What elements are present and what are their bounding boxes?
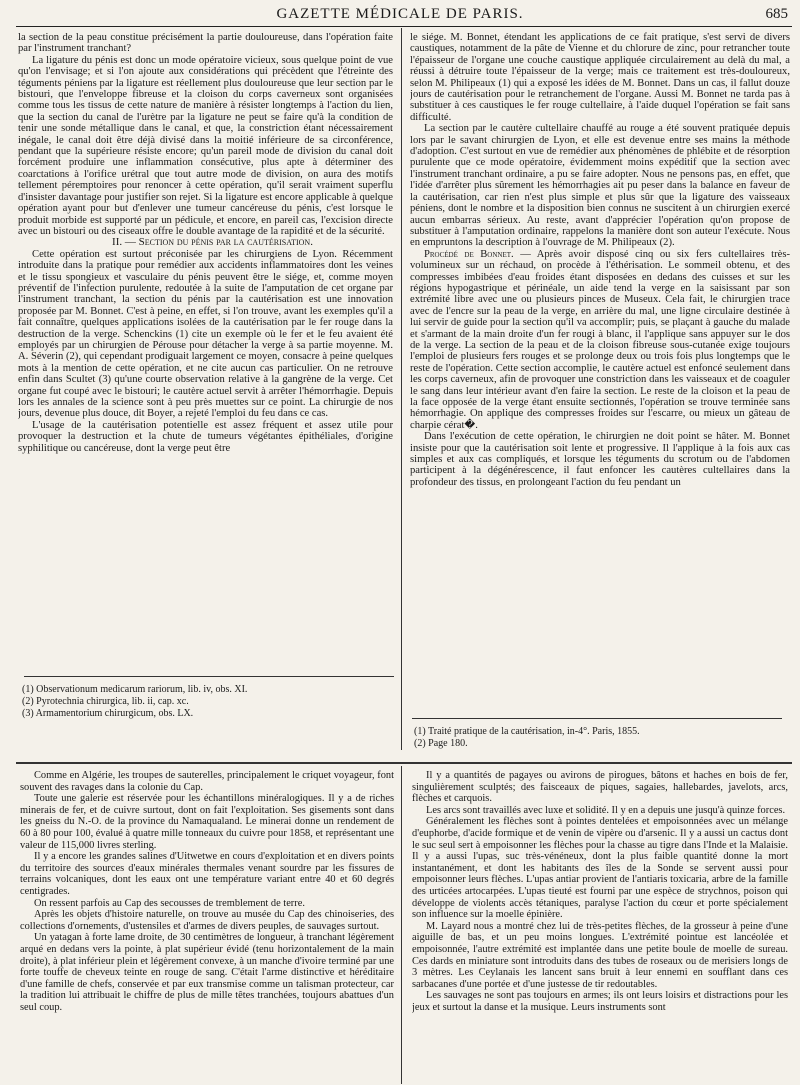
left-column bbox=[18, 32, 393, 660]
paragraph: Cette opération est surtout préconisée par les chirurgiens de Lyon. Récemment introduite dans la pratique pour remédier aux accidents inflammatoires dont les veines et le tissu spongieux et vasculaire du pénis peuvent être le siége, et, comme moyen préventif de l'infection purulente, redoutée à la suite de l'amputation de cet organe par l'instrument tranchant, la section du pénis par la cautérisation est une innovation proposée par M. Bonnet. C'est à peine, en effet, si l'on trouve, avant les exemples qu'il a fait connaître, quelques applications isolées de la cautérisation par le fer rouge dans la destruction de la verge. Schenckins (1) cite un exemple où le fer et le feu avaient été employés par un chirurgien de Pérouse pour détacher la verge à sa partie moyenne. M. A. Séverin (2), qui cependant prodiguait largement ce moyen, consacre à peine quelques mots à la mention de cette opération, et ne cite aucun cas particulier. On ne retrouve enfin dans Scultet (3) qu'une courte observation relative à la gangrène de la verge. Cet organe fut coupé avec le bistouri; le cautère actuel servit à arrêter l'hémorrhagie. Depuis lors les annales de la science sont à peu près muettes sur ce point. La chirurgie de nos jours, devenue plus douce, dit Boyer, a rejeté l'emploi du feu dans ce cas. bbox=[18, 248, 393, 420]
paragraph: le siége. M. Bonnet, étendant les applications de ce fait pratique, s'est servi de divers caustiques, notamment de la pâte de Vienne et du chlorure de zinc, pour retrancher toute l'épaisseur de l'organe une couche caustique appliquée circulairement au delà du mal, a réussi à détruire toute l'épaisseur de la verge; mais ce traitement est très-douloureux, selon M. Philipeaux (1) qui a exposé les idées de M. Bonnet. Dans un cas, il fallut douze jours de cautérisation pour le retranchement de l'organe. Aussi M. Bonnet ne tarda pas à substituer à ces caustiques le fer rouge cultellaire, à l'aide duquel l'opération se fait sans difficulté. bbox=[410, 32, 790, 123]
paragraph: Il y a encore les grandes salines d'Uitwetwe en cours d'exploitation et en divers points du territoire des sources d'eaux minérales thermales venant sourdre par les fissures de terrains volcaniques, dont les eaux ont une température variant entre 40 et 60 degrés centigrades. bbox=[20, 851, 394, 897]
paragraph: Toute une galerie est réservée pour les échantillons minéralogiques. Il y a de riches minerais de fer, et de cuivre surtout, dont on fait l'exploitation. Ses gisements sont dans les gneiss du N.-O. de la province du Namaqualand. Le minerai donne un rendement de 60 à 80 pour 100, évalué à quatre mille tonneaux du cuivre pour 1858, et représentant une valeur de 115,000 livres sterling. bbox=[20, 793, 394, 851]
paragraph: M. Layard nous a montré chez lui de très-petites flèches, de la grosseur à peine d'une aiguille de bas, et un peu moins longues. L'extrémité pointue est lancéolée et empoisonnée, l'autre extrémité est implantée dans une petite boule de moelle de sureau. Ces dards en miniature sont introduits dans des tubes de roseaux ou de merisiers longs de 3 mètres. Les Ceylanais les lancent sans bruit à leur ennemi en soufflant dans ces sarbacanes d'une portée et d'une justesse de tir redoutables. bbox=[412, 920, 788, 990]
page-number: 685 bbox=[765, 6, 788, 22]
paragraph: Dans l'exécution de cette opération, le chirurgien ne doit point se hâter. M. Bonnet insiste pour que la cautérisation soit lente et progressive. Il l'applique à la fois aux cas simples et aux cas compliqués, et lorsque les téguments du scrotum ou de l'abdomen participent à la dégénérescence, il faut enfoncer les cautères cultellaires dans la profondeur des tissus, en prolongeant l'action du feu pendant un bbox=[410, 431, 790, 488]
footnote-rule bbox=[412, 718, 782, 719]
paragraph: La section par le cautère cultellaire chauffé au rouge a été souvent pratiquée depuis lors par le savant chirurgien de Lyon, et elle est devenue entre ses mains la méthode d'adoption. C'est surtout en vue de remédier aux phénomènes de phlébite et de résorption purulente que ce mode opératoire, évidemment moins expéditif que la section avec l'instrument tranchant ordinaire, a pu se faire adopter. Nous ne pensons pas, en effet, que l'idée d'arrêter plus sûrement les hémorrhagies ait pu peser dans la balance en faveur de la cautérisation, car rien n'est plus simple et plus sûr que la ligature des vaisseaux péniens, dont le nombre et la disposition bien connus ne suscitent à un chirurgien exercé aucun embarras sérieux. Au reste, avant d'apprécier l'opération qu'on propose de substituer à l'amputation ordinaire, rappelons la manière dont son auteur l'exécute. Nous en empruntons la description à l'ouvrage de M. Philipeaux (2). bbox=[410, 123, 790, 249]
feuilleton-left-column bbox=[20, 770, 394, 1082]
column-divider bbox=[401, 766, 402, 1084]
footnote: (1) Observationum medicarum rariorum, lib. iv, obs. XI. bbox=[22, 684, 248, 695]
column-divider bbox=[401, 28, 402, 750]
right-column bbox=[410, 32, 790, 718]
paragraph: Après les objets d'histoire naturelle, on trouve au musée du Cap des chinoiseries, des collections d'ornements, d'ustensiles et d'armes de divers peuples, de sauvages surtout. bbox=[20, 909, 394, 932]
paragraph: Les sauvages ne sont pas toujours en armes; ils ont leurs loisirs et distractions pour les jeux et surtout la danse et la musique. Leurs instruments sont bbox=[412, 990, 788, 1013]
header-rule bbox=[16, 26, 792, 27]
paragraph: L'usage de la cautérisation potentielle est assez fréquent et assez utile pour provoquer la destruction et la chute de tumeurs végétantes épithéliales, d'origine syphilitique ou cancéreuse, dont la verge peut être bbox=[18, 419, 393, 454]
section-heading: II. — Section du pénis par la cautérisation. bbox=[112, 236, 313, 249]
paragraph: Un yatagan à forte lame droite, de 30 centimètres de longueur, à tranchant légèrement arqué en dedans vers la pointe, à plat supérieur évidé (tenu horizontalement de la main droite), à plat inférieur plein et légèrement convexe, à un manche d'ivoire terminé par une forte touffe de cheveux teinte en rouge de sang. C'était l'arme distinctive et héréditaire d'une famille de chefs, conservée et par eux transmise comme un talisman protecteur, car la tradition lui attribuait le chiffre de plus de mille têtes tranchées, toujours abattues d'un seul coup. bbox=[20, 932, 394, 1013]
footnote: (2) Page 180. bbox=[414, 738, 468, 750]
left-footnotes bbox=[22, 684, 392, 721]
paragraph: Généralement les flèches sont à pointes dentelées et empoisonnées avec un mélange d'euphorbe, d'acide formique et de venin de vipère ou d'arsenic. Il y a aussi un cactus dont le suc seul sert à empoisonner les flèches pour la chasse au tigre dans l'Inde et la Malaisie. Il y a aussi l'upas, suc très-vénéneux, dont la plus faible quantité donne la mort instantanément, et dont les habitants des îles de la Sonde se servent aussi pour empoisonner leurs flèches. L'upas antiar provient de l'antiaris toxicaria, arbre de la famille des urticées artocarpées. L'upas tieuté est fourni par une espèce de strychnos, poison qui développe de violents accès tétaniques, paralyse l'action du cœur et porte spécialement son influence sur la moelle épinière. bbox=[412, 816, 788, 921]
paragraph: On ressent parfois au Cap des secousses de tremblement de terre. bbox=[34, 897, 305, 909]
feuilleton-separator bbox=[16, 762, 792, 764]
paragraph: Les arcs sont travaillés avec luxe et solidité. Il y en a depuis une jusqu'à quinze forces. bbox=[426, 804, 786, 816]
paragraph: Comme en Algérie, les troupes de sauterelles, principalement le criquet voyageur, font souvent des ravages dans la colonie du Cap. bbox=[20, 770, 394, 793]
paragraph bbox=[410, 249, 790, 432]
footnote: (1) Traité pratique de la cautérisation, in-4°. Paris, 1855. bbox=[414, 726, 640, 737]
footnote: (2) Pyrotechnia chirurgica, lib. ii, cap. xc. bbox=[22, 696, 189, 708]
paragraph-text: — Après avoir disposé cinq ou six fers cultellaires très-volumineux sur un réchaud, on procède à l'éthérisation. Le sommeil obtenu, et des compresses imbibées d'eau froides étant disposées en dedans des cuisses et sur les régions hypogastrique et périnéale, un aide tend la verge en la saisissant par son extrémité libre avec une ou plusieurs pinces de Museux. Cela fait, le chirurgien trace avec de l'encre sur la peau de la verge, en arrière du mal, une ligne circulaire destinée à lui servir de guide pour la section qu'il va accomplir; puis, se plaçant à gauche du malade et s'armant de la main droite d'un fer rougi à blanc, il l'applique sans appuyer sur le dos de la verge. La section de la peau et de la cloison fibreuse sous-cutanée exige toujours l'emploi de plusieurs fers rouges et se prolonge deux ou trois fois plus longtemps que le reste de l'opération. Cette section accomplie, le cautère actuel est enfoncé seulement dans les corps caverneux, afin de provoquer une constriction dans les vaisseaux et de coaguler le sang dans leur intérieur avant d'en faire la section. Le reste de la cloison et la peau de la face opposée de la verge étant ensuite sectionnés, l'opération se trouve terminée sans hémorrhagie. On applique des compresses froides sur l'escarre, ou mieux un gâteau de charpie cérat�. bbox=[410, 248, 790, 431]
procedure-heading: Procédé de Bonnet. bbox=[424, 248, 514, 260]
right-footnotes bbox=[414, 726, 784, 750]
feuilleton-right-column bbox=[412, 770, 788, 1082]
paragraph: La ligature du pénis est donc un mode opératoire vicieux, sous quelque point de vue qu'on l'envisage; et si l'on ajoute aux considérations qui précèdent que l'étreinte des téguments péniens par la ligature est réellement plus douloureuse que leur section par le bistouri, que l'enveloppe fibreuse et la cloison du corps caverneux sont organisées comme tous les tissus de cette nature de manière à résister longtemps à l'action du lien, que la section du canal de l'urètre par la ligature ne peut se faire qu'à la condition de tenir une sonde métallique dans le canal, et que, la constriction étant nécessairement inégale, le canal doit être déjà divisé dans la moitié inférieure de sa circonférence, pendant que la supérieure résiste encore; qu'un pareil mode de division du canal doit forcément produire une inflammation consécutive, plus apte à déterminer des coarctations à l'orifice urétral que tout autre mode de division, on aura des motifs tellement péremptoires pour renoncer à cette opération, qu'il serait vraiment superflu d'insister davantage pour justifier son rejet. Si la ligature est encore applicable à quelque opération ayant pour but d'enlever une tumeur cancéreuse du pénis, c'est lorsque le produit morbide est supporté par un pédicule, et encore, en pareil cas, l'excision directe avec un bistouri ou des ciseaux offre le double avantage de la rapidité et de la sécurité. bbox=[18, 54, 393, 237]
footnote: (3) Armamentorium chirurgicum, obs. LX. bbox=[22, 708, 194, 720]
paragraph: la section de la peau constitue précisément la partie douloureuse, dans l'opération faite par l'instrument tranchant? bbox=[18, 32, 393, 55]
paragraph: Il y a quantités de pagayes ou avirons de pirogues, bâtons et haches en bois de fer, singulièrement sculptés; des faisceaux de piques, sagaies, hallebardes, javelots, arcs, flèches et carquois. bbox=[412, 770, 788, 805]
publication-title: GAZETTE MÉDICALE DE PARIS. bbox=[276, 6, 524, 22]
footnote-rule bbox=[24, 676, 394, 677]
page-header bbox=[8, 4, 792, 26]
